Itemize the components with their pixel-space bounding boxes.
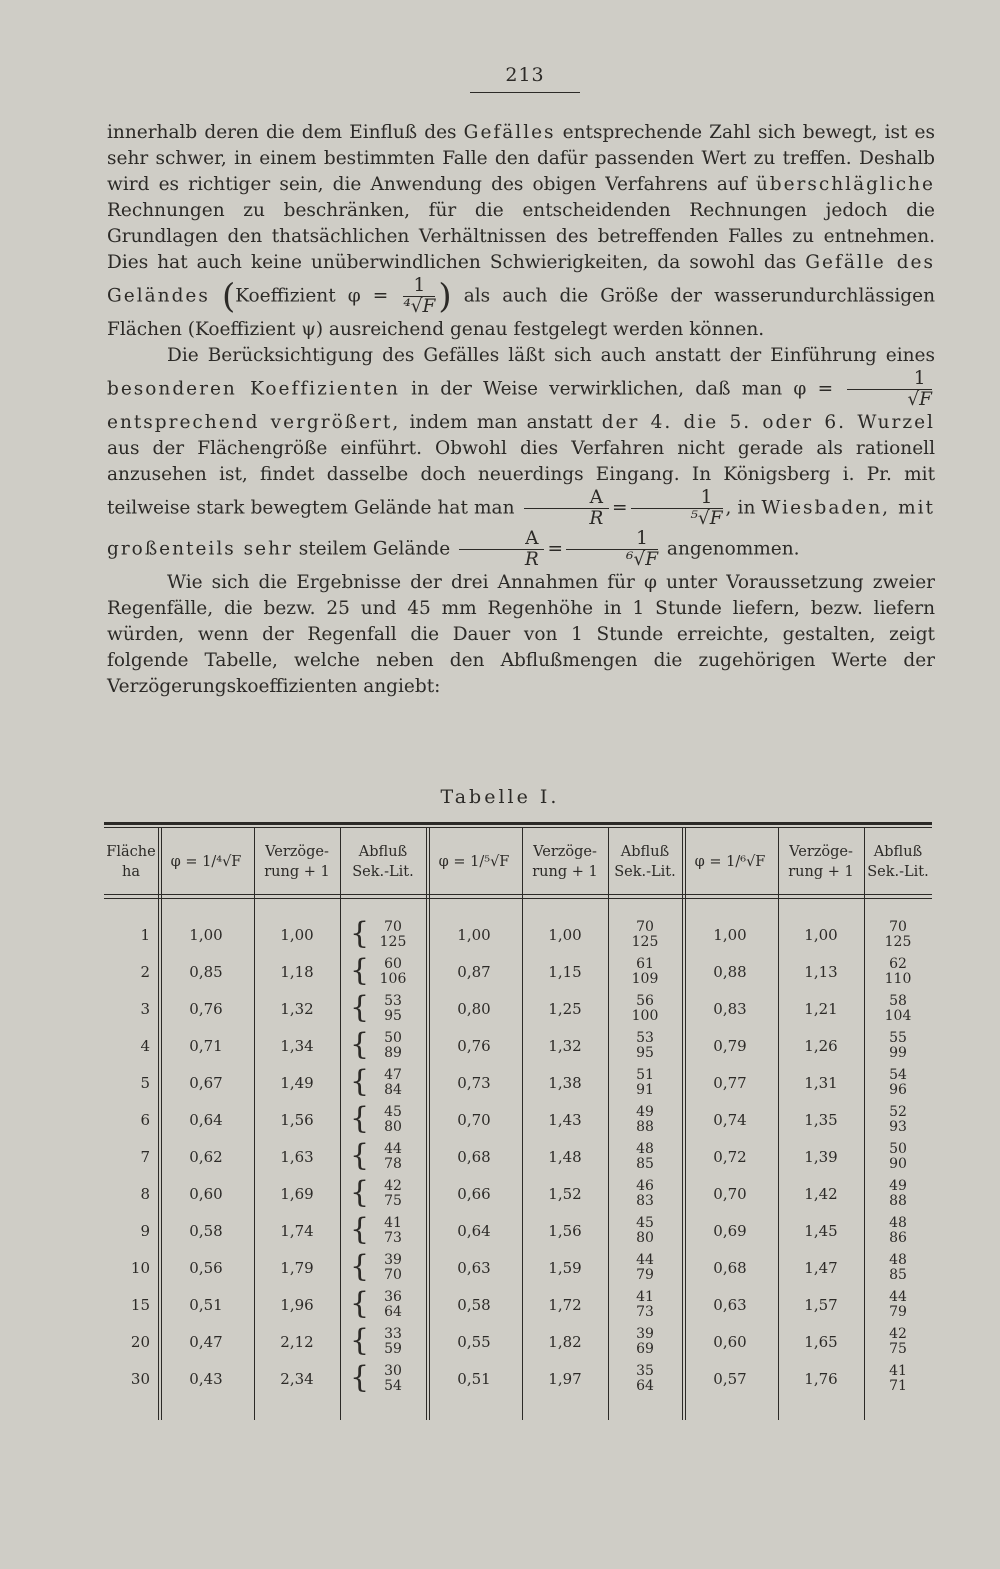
table-cell-verz2: 1,00 (548, 926, 582, 944)
discharge-value: 110 (884, 971, 912, 987)
discharge-value: 80 (384, 1119, 402, 1135)
discharge-value: 85 (636, 1156, 654, 1172)
table-cell-verz2: 1,43 (548, 1111, 582, 1129)
table-cell-phi1: 0,47 (189, 1333, 223, 1351)
discharge-value: 58 (889, 993, 907, 1009)
table-cell-verz1: 1,56 (280, 1111, 314, 1129)
table-cell-phi2: 0,64 (457, 1222, 491, 1240)
discharge-value: 91 (636, 1082, 654, 1098)
table-cell-abfl3 (864, 994, 932, 1024)
discharge-value: 93 (889, 1119, 907, 1135)
discharge-value: 85 (889, 1267, 907, 1283)
brace-icon: { (350, 1249, 370, 1284)
table-cell-verz1: 2,34 (280, 1370, 314, 1388)
fraction-denominator: R (589, 508, 604, 529)
table-cell-phi2: 0,66 (457, 1185, 491, 1203)
table-cell-abfl1 (360, 1031, 426, 1061)
discharge-value: 45 (384, 1104, 402, 1120)
spaced-text: entsprechend vergrößert, (107, 412, 401, 433)
table-cell-flaeche: 15 (130, 1296, 150, 1314)
text-run: angenommen. (666, 538, 800, 560)
table-cell-phi1: 0,43 (189, 1370, 223, 1388)
table-cell-verz3: 1,31 (804, 1074, 838, 1092)
discharge-value: 70 (384, 919, 402, 935)
table-cell-phi1: 0,71 (189, 1037, 223, 1055)
table-cell-verz1: 1,74 (280, 1222, 314, 1240)
brace-icon: { (350, 1286, 370, 1321)
table-cell-phi3: 1,00 (713, 926, 747, 944)
discharge-value: 35 (636, 1363, 654, 1379)
paragraph-2 (107, 343, 935, 570)
fraction (524, 488, 609, 529)
table-cell-abfl2 (608, 1253, 682, 1283)
discharge-value: 46 (636, 1178, 654, 1194)
header-line: Sek.-Lit. (614, 864, 676, 880)
brace-icon: { (350, 1101, 370, 1136)
table-cell-verz3: 1,13 (804, 963, 838, 981)
discharge-value: 61 (636, 956, 654, 972)
table-cell-abfl3 (864, 1216, 932, 1246)
discharge-value: 70 (636, 919, 654, 935)
text-run: aus der Flächengröße einführt. Obwohl dies Verfahren nicht gerade als rationell anzusehen ist, findet dasselbe doch neuerdings Eingang. In Königsberg i. Pr. mit teilweise stark bewegtem Gelände hat man (107, 438, 935, 519)
header-line: Fläche (106, 844, 156, 860)
discharge-value: 49 (889, 1178, 907, 1194)
fraction-numerator: A (524, 488, 609, 509)
table-cell-abfl3 (864, 1068, 932, 1098)
table-cell-abfl3 (864, 957, 932, 987)
table-cell-abfl2 (608, 1068, 682, 1098)
table-cell-phi3: 0,79 (713, 1037, 747, 1055)
discharge-value: 44 (889, 1289, 907, 1305)
discharge-value: 80 (636, 1230, 654, 1246)
discharge-value: 56 (636, 993, 654, 1009)
table-cell-phi3: 0,57 (713, 1370, 747, 1388)
table-cell-phi2: 0,58 (457, 1296, 491, 1314)
table-cell-phi1: 0,76 (189, 1000, 223, 1018)
brace-icon: { (350, 916, 370, 951)
discharge-value: 70 (384, 1267, 402, 1283)
discharge-value: 64 (384, 1304, 402, 1320)
table-cell-abfl3 (864, 1290, 932, 1320)
discharge-value: 42 (384, 1178, 402, 1194)
table-cell-flaeche: 5 (140, 1074, 150, 1092)
table-cell-phi2: 0,51 (457, 1370, 491, 1388)
text-run: Rechnungen zu beschränken, für die entscheidenden Rechnungen jedoch die Grundlagen den thatsächlichen Verhältnissen des betreffenden Falles zu entnehmen. Dies hat auch keine unüberwindlichen Schwierigkeiten, da sowohl das (107, 200, 935, 273)
fraction (403, 276, 435, 317)
fraction-numerator: 1 (847, 369, 932, 390)
table-cell-abfl1 (360, 1253, 426, 1283)
table-cell-verz2: 1,97 (548, 1370, 582, 1388)
brace-icon: { (350, 1212, 370, 1247)
table-cell-flaeche: 6 (140, 1111, 150, 1129)
table-column-rule (340, 827, 341, 1420)
table-cell-flaeche: 8 (140, 1185, 150, 1203)
table-cell-flaeche: 30 (130, 1370, 150, 1388)
table-cell-verz3: 1,47 (804, 1259, 838, 1277)
table-cell-abfl1 (360, 1216, 426, 1246)
table-cell-flaeche: 2 (140, 963, 150, 981)
table-cell-verz1: 1,69 (280, 1185, 314, 1203)
table-cell-abfl1 (360, 1068, 426, 1098)
table-cell-abfl1 (360, 1142, 426, 1172)
discharge-value: 83 (636, 1193, 654, 1209)
table-cell-flaeche: 20 (130, 1333, 150, 1351)
table-cell-flaeche: 10 (130, 1259, 150, 1277)
table-cell-phi2: 0,70 (457, 1111, 491, 1129)
text-run: indem man anstatt (409, 412, 593, 433)
discharge-value: 64 (636, 1378, 654, 1394)
discharge-value: 42 (889, 1326, 907, 1342)
text-run: Die Berücksichtigung des Gefälles läßt sich auch anstatt der Einführung eines (167, 345, 935, 366)
header-line: Sek.-Lit. (352, 864, 414, 880)
fraction-denominator: ⁶√F (625, 549, 659, 570)
table-cell-abfl2 (608, 1031, 682, 1061)
discharge-value: 125 (631, 934, 659, 950)
discharge-value: 54 (384, 1378, 402, 1394)
table-cell-verz1: 1,34 (280, 1037, 314, 1055)
table-cell-verz2: 1,25 (548, 1000, 582, 1018)
spaced-text: überschlägliche (755, 174, 935, 195)
discharge-value: 48 (889, 1252, 907, 1268)
table-cell-phi2: 0,55 (457, 1333, 491, 1351)
brace-icon: { (350, 1175, 370, 1210)
table-cell-abfl3 (864, 1031, 932, 1061)
table-cell-verz1: 1,32 (280, 1000, 314, 1018)
table-cell-abfl1 (360, 1364, 426, 1394)
brace-icon: { (350, 1360, 370, 1395)
text-run: entsprechende Zahl sich bewegt, ist es sehr schwer, in einem bestimmten Falle den dafür passenden Wert zu treffen. Deshalb wird es richtiger sein, die Anwendung des obigen Verfahrens auf (107, 122, 935, 195)
table-cell-verz1: 1,49 (280, 1074, 314, 1092)
discharge-value: 62 (889, 956, 907, 972)
discharge-value: 125 (884, 934, 912, 950)
header-line: Verzöge- (789, 844, 853, 860)
fraction-denominator: R (524, 549, 539, 570)
table-rule (104, 822, 932, 825)
paren-close: ) (438, 276, 452, 317)
table-cell-flaeche: 3 (140, 1000, 150, 1018)
table-cell-abfl2 (608, 920, 682, 950)
text-run: als auch die Größe der wasserundurchlässigen Flächen (Koeffizient ψ) ausreichend genau festgelegt werden können. (107, 285, 935, 340)
discharge-value: 78 (384, 1156, 402, 1172)
table-cell-phi2: 1,00 (457, 926, 491, 944)
brace-icon: { (350, 990, 370, 1025)
table-cell-verz3: 1,76 (804, 1370, 838, 1388)
table-cell-abfl2 (608, 1105, 682, 1135)
header-line: Verzöge- (265, 844, 329, 860)
discharge-value: 69 (636, 1341, 654, 1357)
table-cell-phi3: 0,88 (713, 963, 747, 981)
table-cell-abfl1 (360, 1105, 426, 1135)
brace-icon: { (350, 953, 370, 988)
table-cell-phi1: 0,62 (189, 1148, 223, 1166)
brace-icon: { (350, 1027, 370, 1062)
spaced-text: Wiesbaden, mit großenteils sehr (107, 497, 935, 560)
table-cell-verz2: 1,15 (548, 963, 582, 981)
table-cell-flaeche: 7 (140, 1148, 150, 1166)
discharge-value: 71 (889, 1378, 907, 1394)
equals-sign: = (611, 497, 628, 519)
discharge-value: 79 (636, 1267, 654, 1283)
discharge-value: 109 (631, 971, 659, 987)
header-line: rung + 1 (264, 864, 330, 880)
header-phi1: φ = 1/⁴√F (170, 854, 242, 870)
fraction-denominator: √F (907, 389, 932, 410)
text-run: , in (725, 497, 756, 519)
discharge-value: 30 (384, 1363, 402, 1379)
table-cell-phi3: 0,60 (713, 1333, 747, 1351)
spaced-text: Gefälle des Geländes (107, 252, 935, 307)
table-cell-abfl2 (608, 1364, 682, 1394)
table-cell-verz1: 1,79 (280, 1259, 314, 1277)
table-cell-verz2: 1,56 (548, 1222, 582, 1240)
header-line: Sek.-Lit. (867, 864, 929, 880)
header-verz3 (778, 834, 864, 890)
table-cell-verz3: 1,65 (804, 1333, 838, 1351)
fraction-denominator: ⁴√F (403, 296, 436, 317)
header-abfl1 (340, 834, 426, 890)
header-verz1 (254, 834, 340, 890)
table-cell-flaeche: 4 (140, 1037, 150, 1055)
table-cell-abfl2 (608, 1216, 682, 1246)
table-cell-verz3: 1,39 (804, 1148, 838, 1166)
discharge-value: 50 (889, 1141, 907, 1157)
table-cell-verz2: 1,52 (548, 1185, 582, 1203)
table-cell-verz3: 1,45 (804, 1222, 838, 1240)
table-cell-abfl3 (864, 1179, 932, 1209)
text-run: steilem Gelände (298, 538, 451, 560)
discharge-value: 53 (636, 1030, 654, 1046)
discharge-value: 88 (636, 1119, 654, 1135)
header-line: Verzöge- (533, 844, 597, 860)
table-cell-verz2: 1,38 (548, 1074, 582, 1092)
fraction-numerator: A (459, 529, 544, 550)
spaced-text: der 4. die 5. oder 6. Wurzel (601, 412, 935, 433)
fraction (847, 369, 932, 410)
discharge-value: 36 (384, 1289, 402, 1305)
header-verz2 (522, 834, 608, 890)
table-cell-phi2: 0,87 (457, 963, 491, 981)
header-line: Abfluß (620, 844, 670, 860)
table-cell-verz2: 1,48 (548, 1148, 582, 1166)
discharge-value: 84 (384, 1082, 402, 1098)
header-line: Abfluß (873, 844, 923, 860)
table-cell-phi2: 0,68 (457, 1148, 491, 1166)
table-cell-phi3: 0,70 (713, 1185, 747, 1203)
table-cell-verz1: 1,63 (280, 1148, 314, 1166)
table-cell-verz3: 1,26 (804, 1037, 838, 1055)
table-cell-phi3: 0,77 (713, 1074, 747, 1092)
table-cell-abfl1 (360, 1327, 426, 1357)
table-cell-verz1: 1,00 (280, 926, 314, 944)
table-cell-phi3: 0,83 (713, 1000, 747, 1018)
table-cell-abfl2 (608, 957, 682, 987)
equals-sign: = (547, 538, 563, 560)
brace-icon: { (350, 1064, 370, 1099)
table-cell-abfl2 (608, 1179, 682, 1209)
discharge-value: 100 (631, 1008, 659, 1024)
table-cell-verz3: 1,21 (804, 1000, 838, 1018)
table-cell-phi3: 0,69 (713, 1222, 747, 1240)
spaced-text: Gefälles (463, 122, 556, 143)
fraction-denominator: ⁵√F (690, 508, 723, 529)
table-cell-verz2: 1,72 (548, 1296, 582, 1314)
discharge-value: 59 (384, 1341, 402, 1357)
discharge-value: 75 (889, 1341, 907, 1357)
fraction (459, 529, 544, 570)
discharge-value: 33 (384, 1326, 402, 1342)
data-table (104, 822, 932, 1420)
table-cell-phi1: 1,00 (189, 926, 223, 944)
discharge-value: 73 (636, 1304, 654, 1320)
discharge-value: 89 (384, 1045, 402, 1061)
table-cell-phi1: 0,85 (189, 963, 223, 981)
table-cell-verz3: 1,57 (804, 1296, 838, 1314)
header-phi2: φ = 1/⁵√F (438, 854, 510, 870)
table-rule (104, 827, 932, 828)
fraction-numerator: 1 (403, 276, 435, 297)
table-cell-abfl3 (864, 1253, 932, 1283)
table-cell-abfl1 (360, 920, 426, 950)
fraction-numerator: 1 (631, 488, 723, 509)
header-line: Abfluß (358, 844, 408, 860)
table-cell-abfl3 (864, 1142, 932, 1172)
discharge-value: 99 (889, 1045, 907, 1061)
page-number: 213 (470, 64, 580, 93)
table-cell-phi2: 0,73 (457, 1074, 491, 1092)
discharge-value: 60 (384, 956, 402, 972)
discharge-value: 86 (889, 1230, 907, 1246)
discharge-value: 55 (889, 1030, 907, 1046)
fraction-numerator: 1 (566, 529, 658, 550)
header-line: rung + 1 (532, 864, 598, 880)
table-cell-phi1: 0,64 (189, 1111, 223, 1129)
header-abfl2 (608, 834, 682, 890)
discharge-value: 39 (636, 1326, 654, 1342)
table-cell-phi1: 0,58 (189, 1222, 223, 1240)
table-cell-phi2: 0,76 (457, 1037, 491, 1055)
paragraph-1 (107, 120, 935, 343)
discharge-value: 96 (889, 1082, 907, 1098)
discharge-value: 44 (636, 1252, 654, 1268)
header-line: ha (122, 864, 140, 880)
table-cell-phi1: 0,60 (189, 1185, 223, 1203)
table-rule (104, 898, 932, 899)
discharge-value: 41 (889, 1363, 907, 1379)
spaced-text: besonderen Koeffizienten (107, 378, 400, 400)
discharge-value: 125 (379, 934, 407, 950)
discharge-value: 75 (384, 1193, 402, 1209)
table-caption: Tabelle I. (440, 786, 560, 808)
discharge-value: 47 (384, 1067, 402, 1083)
table-cell-verz2: 1,59 (548, 1259, 582, 1277)
table-cell-phi3: 0,63 (713, 1296, 747, 1314)
table-cell-phi3: 0,72 (713, 1148, 747, 1166)
discharge-value: 45 (636, 1215, 654, 1231)
brace-icon: { (350, 1138, 370, 1173)
discharge-value: 106 (379, 971, 407, 987)
discharge-value: 104 (884, 1008, 912, 1024)
table-cell-verz1: 2,12 (280, 1333, 314, 1351)
discharge-value: 70 (889, 919, 907, 935)
table-cell-abfl3 (864, 1364, 932, 1394)
table-cell-abfl3 (864, 1105, 932, 1135)
table-rule (104, 894, 932, 895)
table-cell-verz3: 1,00 (804, 926, 838, 944)
table-cell-abfl2 (608, 994, 682, 1024)
formula-text: Koeffizient φ = (235, 285, 389, 307)
table-cell-verz3: 1,35 (804, 1111, 838, 1129)
discharge-value: 88 (889, 1193, 907, 1209)
table-cell-abfl2 (608, 1327, 682, 1357)
discharge-value: 41 (636, 1289, 654, 1305)
brace-icon: { (350, 1323, 370, 1358)
table-cell-abfl3 (864, 920, 932, 950)
discharge-value: 95 (636, 1045, 654, 1061)
header-phi3: φ = 1/⁶√F (694, 854, 766, 870)
discharge-value: 50 (384, 1030, 402, 1046)
discharge-value: 79 (889, 1304, 907, 1320)
table-cell-verz1: 1,96 (280, 1296, 314, 1314)
table-cell-phi1: 0,56 (189, 1259, 223, 1277)
table-cell-abfl1 (360, 957, 426, 987)
header-line: rung + 1 (788, 864, 854, 880)
paragraph-3: Wie sich die Ergebnisse der drei Annahmen für φ unter Voraussetzung zweier Regenfälle, die bezw. 25 und 45 mm Regenhöhe in 1 Stunde liefern, bezw. liefern würden, wenn der Regenfall die Dauer von 1 Stunde erreichte, gestalten, zeigt folgende Tabelle, welche neben den Abflußmengen die zugehörigen Werte der Verzögerungskoeffizienten angiebt: (107, 572, 935, 697)
table-cell-abfl2 (608, 1290, 682, 1320)
discharge-value: 53 (384, 993, 402, 1009)
discharge-value: 49 (636, 1104, 654, 1120)
body-text (107, 120, 935, 700)
discharge-value: 90 (889, 1156, 907, 1172)
discharge-value: 95 (384, 1008, 402, 1024)
discharge-value: 54 (889, 1067, 907, 1083)
table-cell-flaeche: 1 (140, 926, 150, 944)
discharge-value: 73 (384, 1230, 402, 1246)
discharge-value: 51 (636, 1067, 654, 1083)
table-cell-abfl1 (360, 994, 426, 1024)
table-cell-phi3: 0,74 (713, 1111, 747, 1129)
table-cell-phi1: 0,51 (189, 1296, 223, 1314)
header-abfl3 (864, 834, 932, 890)
table-cell-verz2: 1,32 (548, 1037, 582, 1055)
table-cell-abfl1 (360, 1179, 426, 1209)
table-cell-phi3: 0,68 (713, 1259, 747, 1277)
table-cell-phi1: 0,67 (189, 1074, 223, 1092)
discharge-value: 48 (889, 1215, 907, 1231)
table-cell-verz3: 1,42 (804, 1185, 838, 1203)
fraction (566, 529, 658, 570)
table-cell-abfl3 (864, 1327, 932, 1357)
text-run: innerhalb deren die dem Einfluß des (107, 122, 457, 143)
table-cell-phi2: 0,63 (457, 1259, 491, 1277)
discharge-value: 41 (384, 1215, 402, 1231)
discharge-value: 48 (636, 1141, 654, 1157)
discharge-value: 39 (384, 1252, 402, 1268)
fraction (631, 488, 723, 529)
text-run: in der Weise verwirklichen, daß man φ = (411, 378, 834, 400)
table-cell-verz1: 1,18 (280, 963, 314, 981)
header-flaeche (104, 834, 158, 890)
discharge-value: 52 (889, 1104, 907, 1120)
table-cell-phi2: 0,80 (457, 1000, 491, 1018)
paren-open: ( (221, 276, 236, 317)
table-cell-verz2: 1,82 (548, 1333, 582, 1351)
discharge-value: 44 (384, 1141, 402, 1157)
table-cell-abfl1 (360, 1290, 426, 1320)
table-cell-flaeche: 9 (140, 1222, 150, 1240)
table-cell-abfl2 (608, 1142, 682, 1172)
